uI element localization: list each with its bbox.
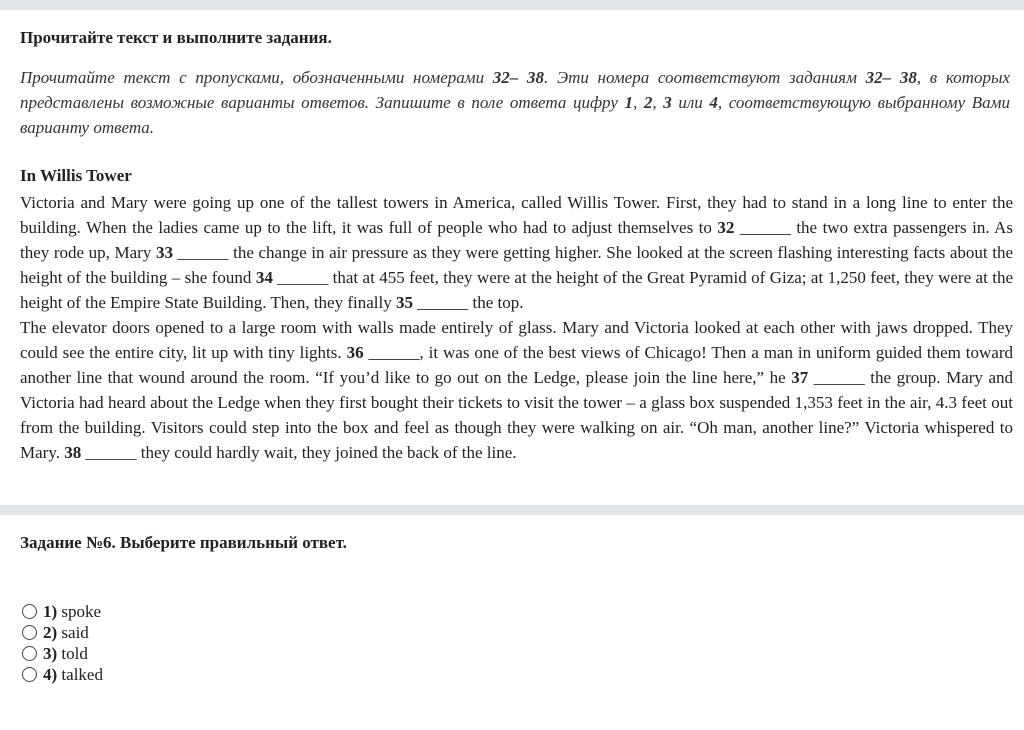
- answer-option-3[interactable]: [20, 643, 103, 664]
- option-number: 2): [43, 622, 58, 642]
- option-text: said: [61, 622, 89, 642]
- option-text: told: [61, 643, 88, 663]
- radio-button[interactable]: [22, 667, 37, 682]
- gap-blank: ______: [177, 243, 229, 262]
- gap-blank: ______: [85, 443, 137, 462]
- instruction-text: , соответствующую выбранному Вами варианту ответа.: [20, 93, 1011, 137]
- story-sentence: the change in air pressure as they were getting higher. She looked at the screen flashing interesting facts about the height of the building – she found: [20, 243, 1013, 287]
- instruction-digit: 3: [663, 93, 672, 112]
- top-divider: [0, 0, 1024, 10]
- option-number: 3): [43, 643, 58, 663]
- task-heading: Прочитайте текст и выполните задания.: [20, 28, 332, 47]
- answer-option-4[interactable]: [20, 664, 103, 685]
- answer-option-2[interactable]: [20, 622, 103, 643]
- gap-number-37: 37: [791, 368, 809, 387]
- instruction-text: или: [671, 93, 710, 112]
- story-paragraph: [20, 190, 1013, 315]
- instruction-digit: 2: [643, 93, 653, 112]
- radio-button[interactable]: [22, 625, 37, 640]
- section-divider: [0, 505, 1024, 515]
- question-section: [0, 515, 1024, 730]
- answer-options: [20, 601, 103, 685]
- instruction-digit: 4: [709, 93, 718, 112]
- gap-number-32: 32: [717, 218, 735, 237]
- gap-number-38: 38: [64, 443, 82, 462]
- story-sentence: the two extra passengers in. As they rode up, Mary: [20, 218, 1014, 262]
- gap-blank: ______: [739, 218, 791, 237]
- story-sentence: , it was one of the best views of Chicago! Then a man in uniform guided them toward another line that wound around the room. “If you’d like to go out on the Ledge, please join the line here,” he: [20, 343, 1013, 387]
- story-sentence: they could hardly wait, they joined the back of the line.: [136, 443, 517, 462]
- radio-button[interactable]: [22, 604, 37, 619]
- gap-number-34: 34: [255, 268, 273, 287]
- option-number: 4): [43, 664, 58, 684]
- option-text: spoke: [61, 601, 102, 621]
- instructions: [20, 65, 1010, 140]
- gap-blank: ______: [813, 368, 865, 387]
- option-number: 1): [43, 601, 58, 621]
- story-sentence: the top.: [468, 293, 524, 312]
- radio-button[interactable]: [22, 646, 37, 661]
- instruction-text: Прочитайте текст с пропусками, обозначенными номерами: [20, 68, 493, 87]
- story-title: In Willis Tower: [20, 166, 132, 185]
- story-sentence: Victoria and Mary were going up one of the tallest towers in America, called Willis Tower. First, they had to stand in a long line to enter the building. When the ladies came up to the lift, it was full of people who had to adjust themselves to: [20, 193, 1013, 237]
- instruction-text: ,: [652, 93, 664, 112]
- gap-blank: ______: [417, 293, 469, 312]
- story-text: [20, 190, 1013, 465]
- instruction-range: 32– 38: [492, 68, 544, 87]
- instruction-text: , в которых представлены возможные варианты ответов. Запишите в поле ответа цифру: [20, 68, 1011, 112]
- instruction-range: 32– 38: [865, 68, 917, 87]
- story-sentence: the group. Mary and Victoria had heard about the Ledge when they first bought their tickets to visit the tower – a glass box suspended 1,353 feet in the air, 4.3 feet out from the building. Visitors could step into the box and feel as though they were walking on air. “Oh man, another line?” Victoria whispered to Mary.: [20, 368, 1013, 462]
- instruction-text: ,: [632, 93, 644, 112]
- gap-blank: ______: [368, 343, 420, 362]
- instruction-digit: 1: [624, 93, 633, 112]
- gap-number-35: 35: [395, 293, 413, 312]
- question-heading: Задание №6. Выберите правильный ответ.: [20, 533, 347, 552]
- option-text: talked: [61, 664, 103, 684]
- gap-number-33: 33: [155, 243, 173, 262]
- reading-section: [0, 10, 1024, 505]
- story-sentence: The elevator doors opened to a large room with walls made entirely of glass. Mary and Victoria looked at each other with jaws dropped. They could see the entire city, lit up with tiny lights.: [20, 318, 1013, 362]
- story-sentence: that at 455 feet, they were at the height of the Great Pyramid of Giza; at 1,250 feet, they were at the height of the Empire State Building. Then, they finally: [20, 268, 1013, 312]
- story-paragraph: [20, 315, 1013, 465]
- answer-option-1[interactable]: [20, 601, 103, 622]
- instruction-text: . Эти номера соответствуют заданиям: [544, 68, 866, 87]
- gap-number-36: 36: [346, 343, 364, 362]
- gap-blank: ______: [277, 268, 329, 287]
